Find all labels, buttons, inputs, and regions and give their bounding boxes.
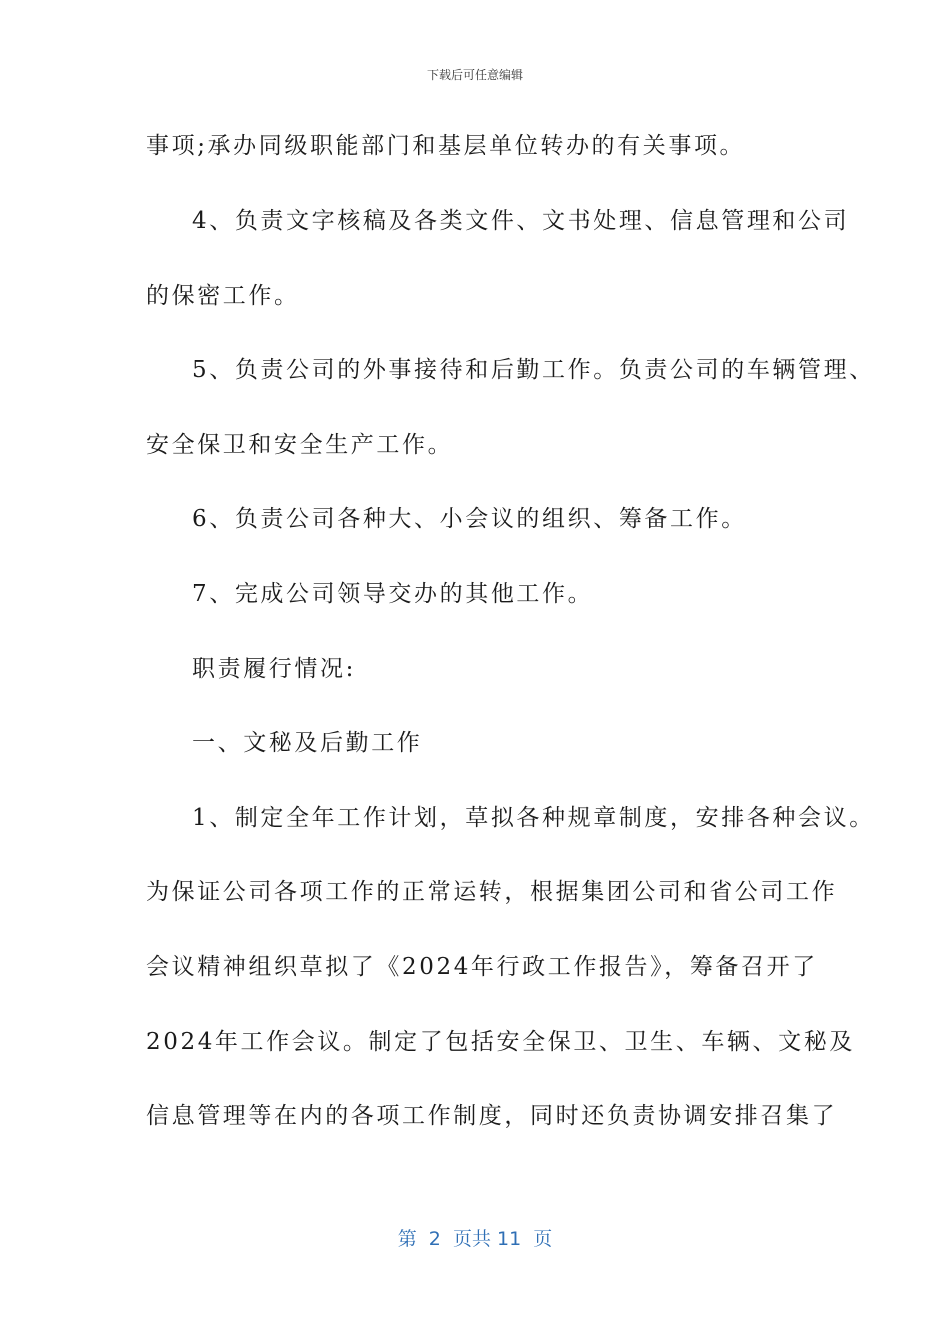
- body-line-8: 职责履行情况:: [192, 656, 356, 682]
- body-line-12: 会议精神组织草拟了《2024年行政工作报告》，筹备召开了: [146, 954, 818, 980]
- page-number-footer: 第 2 页共 11 页: [397, 1228, 553, 1250]
- body-line-1: 事项;承办同级职能部门和基层单位转办的有关事项。: [146, 133, 746, 159]
- page-header-note: 下载后可任意编辑: [426, 68, 523, 82]
- body-line-11: 为保证公司各项工作的正常运转，根据集团公司和省公司工作: [146, 879, 838, 905]
- body-line-4: 5、负责公司的外事接待和后勤工作。负责公司的车辆管理、: [192, 357, 875, 383]
- body-line-13: 2024年工作会议。制定了包括安全保卫、卫生、车辆、文秘及: [146, 1029, 855, 1055]
- body-line-3: 的保密工作。: [146, 283, 300, 309]
- body-line-9: 一、文秘及后勤工作: [192, 730, 423, 756]
- body-line-7: 7、完成公司领导交办的其他工作。: [192, 581, 594, 607]
- body-line-14: 信息管理等在内的各项工作制度，同时还负责协调安排召集了: [146, 1103, 838, 1129]
- body-line-10: 1、制定全年工作计划，草拟各种规章制度，安排各种会议。: [192, 805, 875, 831]
- body-line-2: 4、负责文字核稿及各类文件、文书处理、信息管理和公司: [192, 208, 850, 234]
- body-line-5: 安全保卫和安全生产工作。: [146, 432, 454, 458]
- body-line-6: 6、负责公司各种大、小会议的组织、筹备工作。: [192, 506, 747, 532]
